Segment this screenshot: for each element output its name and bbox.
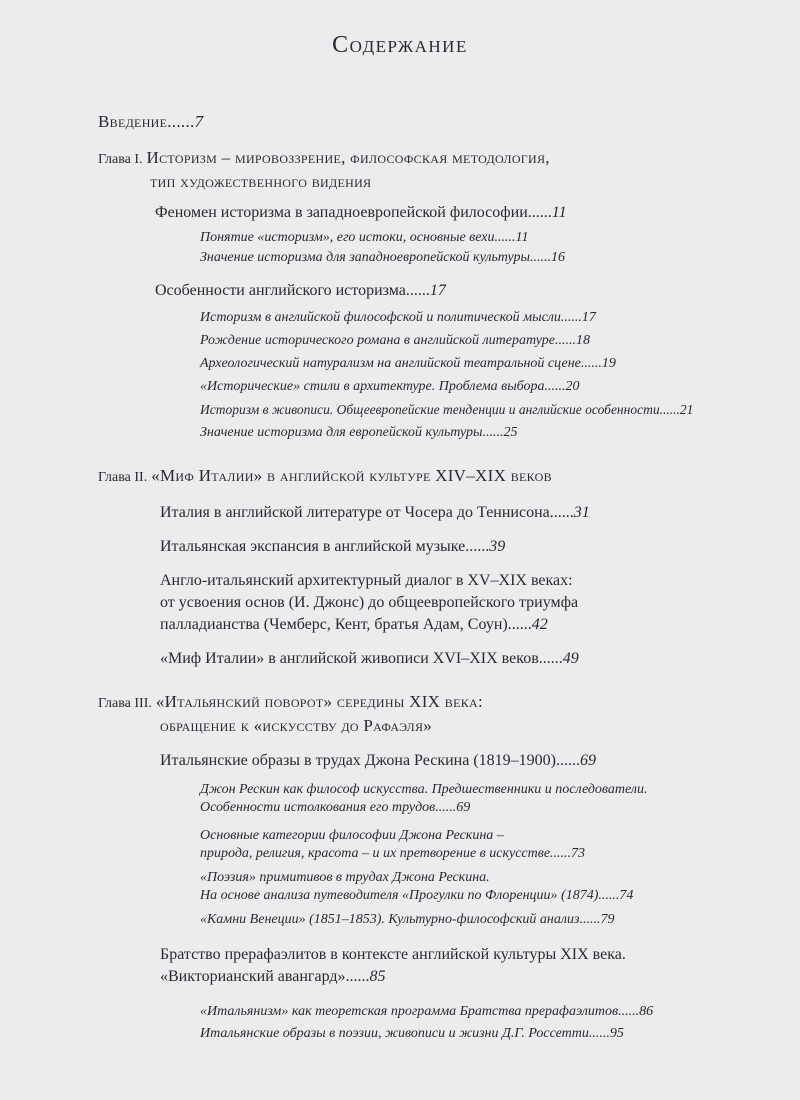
subsection-entry <box>200 310 596 326</box>
page-number: 11 <box>515 230 529 245</box>
subsection-entry-cont <box>200 846 585 862</box>
section-title: Итальянские образы в трудах Джона Рескина (1819–1900)...... <box>160 752 580 769</box>
subsection-title: Археологический натурализм на английской театральной сцене...... <box>200 356 602 371</box>
subsection-title: «Итальянизм» как теоретская программа Братства прерафаэлитов...... <box>200 1004 640 1019</box>
chapter-title: «Итальянский поворот» середины XIX века: <box>155 692 484 711</box>
page-number: 95 <box>609 1026 624 1041</box>
section-title: «Викторианский авангард»...... <box>160 968 370 985</box>
chapter-2-heading <box>98 466 552 486</box>
section-entry-cont <box>160 616 548 634</box>
subsection-entry-cont <box>200 888 633 904</box>
page-number: 31 <box>573 504 590 521</box>
chapter-label: Глава II. <box>98 470 148 485</box>
page-number: 85 <box>369 968 386 985</box>
page-number: 69 <box>579 752 596 769</box>
subsection-entry <box>200 356 616 372</box>
page-number: 39 <box>489 538 506 555</box>
page-number: 69 <box>456 800 471 815</box>
page-number: 20 <box>565 379 580 394</box>
subsection-entry <box>200 230 528 246</box>
subsection-entry: Джон Рескин как философ искусства. Предшественники и последователи. <box>200 782 648 797</box>
section-entry <box>160 752 596 770</box>
subsection-entry: «Поэзия» примитивов в трудах Джона Рескина. <box>200 870 490 885</box>
page-title: Содержание <box>332 32 468 58</box>
chapter-label: Глава III. <box>98 696 152 711</box>
section-title: палладианства (Чемберс, Кент, братья Адам, Соун)...... <box>160 616 532 633</box>
subsection-title: На основе анализа путеводителя «Прогулки по Флоренции» (1874)...... <box>200 888 620 903</box>
subsection-title: Итальянские образы в поэзии, живописи и жизни Д.Г. Россетти...... <box>200 1026 610 1041</box>
subsection-title: Особенности истолкования его трудов...... <box>200 800 457 815</box>
subsection-entry-cont <box>200 800 470 816</box>
subsection-title: природа, религия, красота – и их претворение в искусстве...... <box>200 846 572 861</box>
section-entry <box>155 204 567 222</box>
section-entry: Братство прерафаэлитов в контексте английской культуры XIX века. <box>160 946 626 963</box>
subsection-title: «Исторические» стили в архитектуре. Проблема выбора...... <box>200 379 566 394</box>
section-entry: Англо-итальянский архитектурный диалог в XV–XIX веках: <box>160 572 573 589</box>
page-number: 74 <box>619 888 634 903</box>
page-number: 42 <box>531 616 548 633</box>
section-title: Италия в английской литературе от Чосера до Теннисона...... <box>160 504 574 521</box>
section-entry <box>160 504 590 522</box>
section-entry <box>160 650 579 668</box>
subsection-title: Рождение исторического романа в английской литературе...... <box>200 333 576 348</box>
subsection-title: Историзм в живописи. Общеевропейские тенденции и английские особенности...... <box>200 402 680 417</box>
subsection-title: «Камни Венеции» (1851–1853). Культурно-философский анализ...... <box>200 912 601 927</box>
subsection-title: Понятие «историзм», его истоки, основные вехи...... <box>200 230 516 245</box>
section-entry-cont <box>160 968 386 986</box>
subsection-entry <box>200 1026 624 1042</box>
page-number: 86 <box>639 1004 654 1019</box>
subsection-entry <box>200 333 590 349</box>
page-number: 49 <box>562 650 579 667</box>
chapter-3-heading-cont: обращение к «искусству до Рафаэля» <box>160 716 433 735</box>
subsection-entry <box>200 912 614 928</box>
section-title: Итальянская экспансия в английской музыке...... <box>160 538 490 555</box>
section-entry <box>160 538 505 556</box>
page-number: 73 <box>571 846 586 861</box>
chapter-3-heading <box>98 692 483 712</box>
subsection-entry <box>200 379 580 395</box>
section-title: Особенности английского историзма...... <box>155 282 430 299</box>
subsection-entry <box>200 1004 653 1020</box>
chapter-title: «Миф Италии» в английской культуре XIV–XIX веков <box>151 466 552 485</box>
section-title: «Миф Италии» в английской живописи XVI–XIX веков...... <box>160 650 563 667</box>
page-number: 11 <box>551 204 567 221</box>
section-entry <box>155 282 446 300</box>
subsection-entry: Основные категории философии Джона Рескина – <box>200 828 504 843</box>
page-number: 7 <box>194 112 204 131</box>
page-number: 16 <box>550 250 565 265</box>
page-number: 17 <box>429 282 446 299</box>
subsection-entry <box>200 250 565 266</box>
section-entry-cont: от усвоения основ (И. Джонс) до общеевропейского триумфа <box>160 594 579 611</box>
subsection-entry <box>200 402 693 418</box>
entry-label: Введение...... <box>98 112 195 131</box>
subsection-title: Значение историзма для западноевропейской культуры...... <box>200 250 551 265</box>
section-title: Феномен историзма в западноевропейской философии...... <box>155 204 552 221</box>
subsection-title: Историзм в английской философской и политической мысли...... <box>200 310 582 325</box>
chapter-label: Глава I. <box>98 152 143 167</box>
page-number: 18 <box>575 333 590 348</box>
chapter-1-heading <box>98 148 550 168</box>
page-number: 19 <box>601 356 616 371</box>
subsection-title: Значение историзма для европейской культуры...... <box>200 425 504 440</box>
page-number: 25 <box>503 425 518 440</box>
chapter-title: Историзм – мировоззрение, философская методология, <box>146 148 550 167</box>
subsection-entry <box>200 425 518 441</box>
page-number: 21 <box>679 402 694 417</box>
page-number: 17 <box>581 310 596 325</box>
toc-entry-intro <box>98 112 203 132</box>
chapter-1-heading-cont: тип художественного видения <box>150 172 372 191</box>
page-number: 79 <box>600 912 615 927</box>
